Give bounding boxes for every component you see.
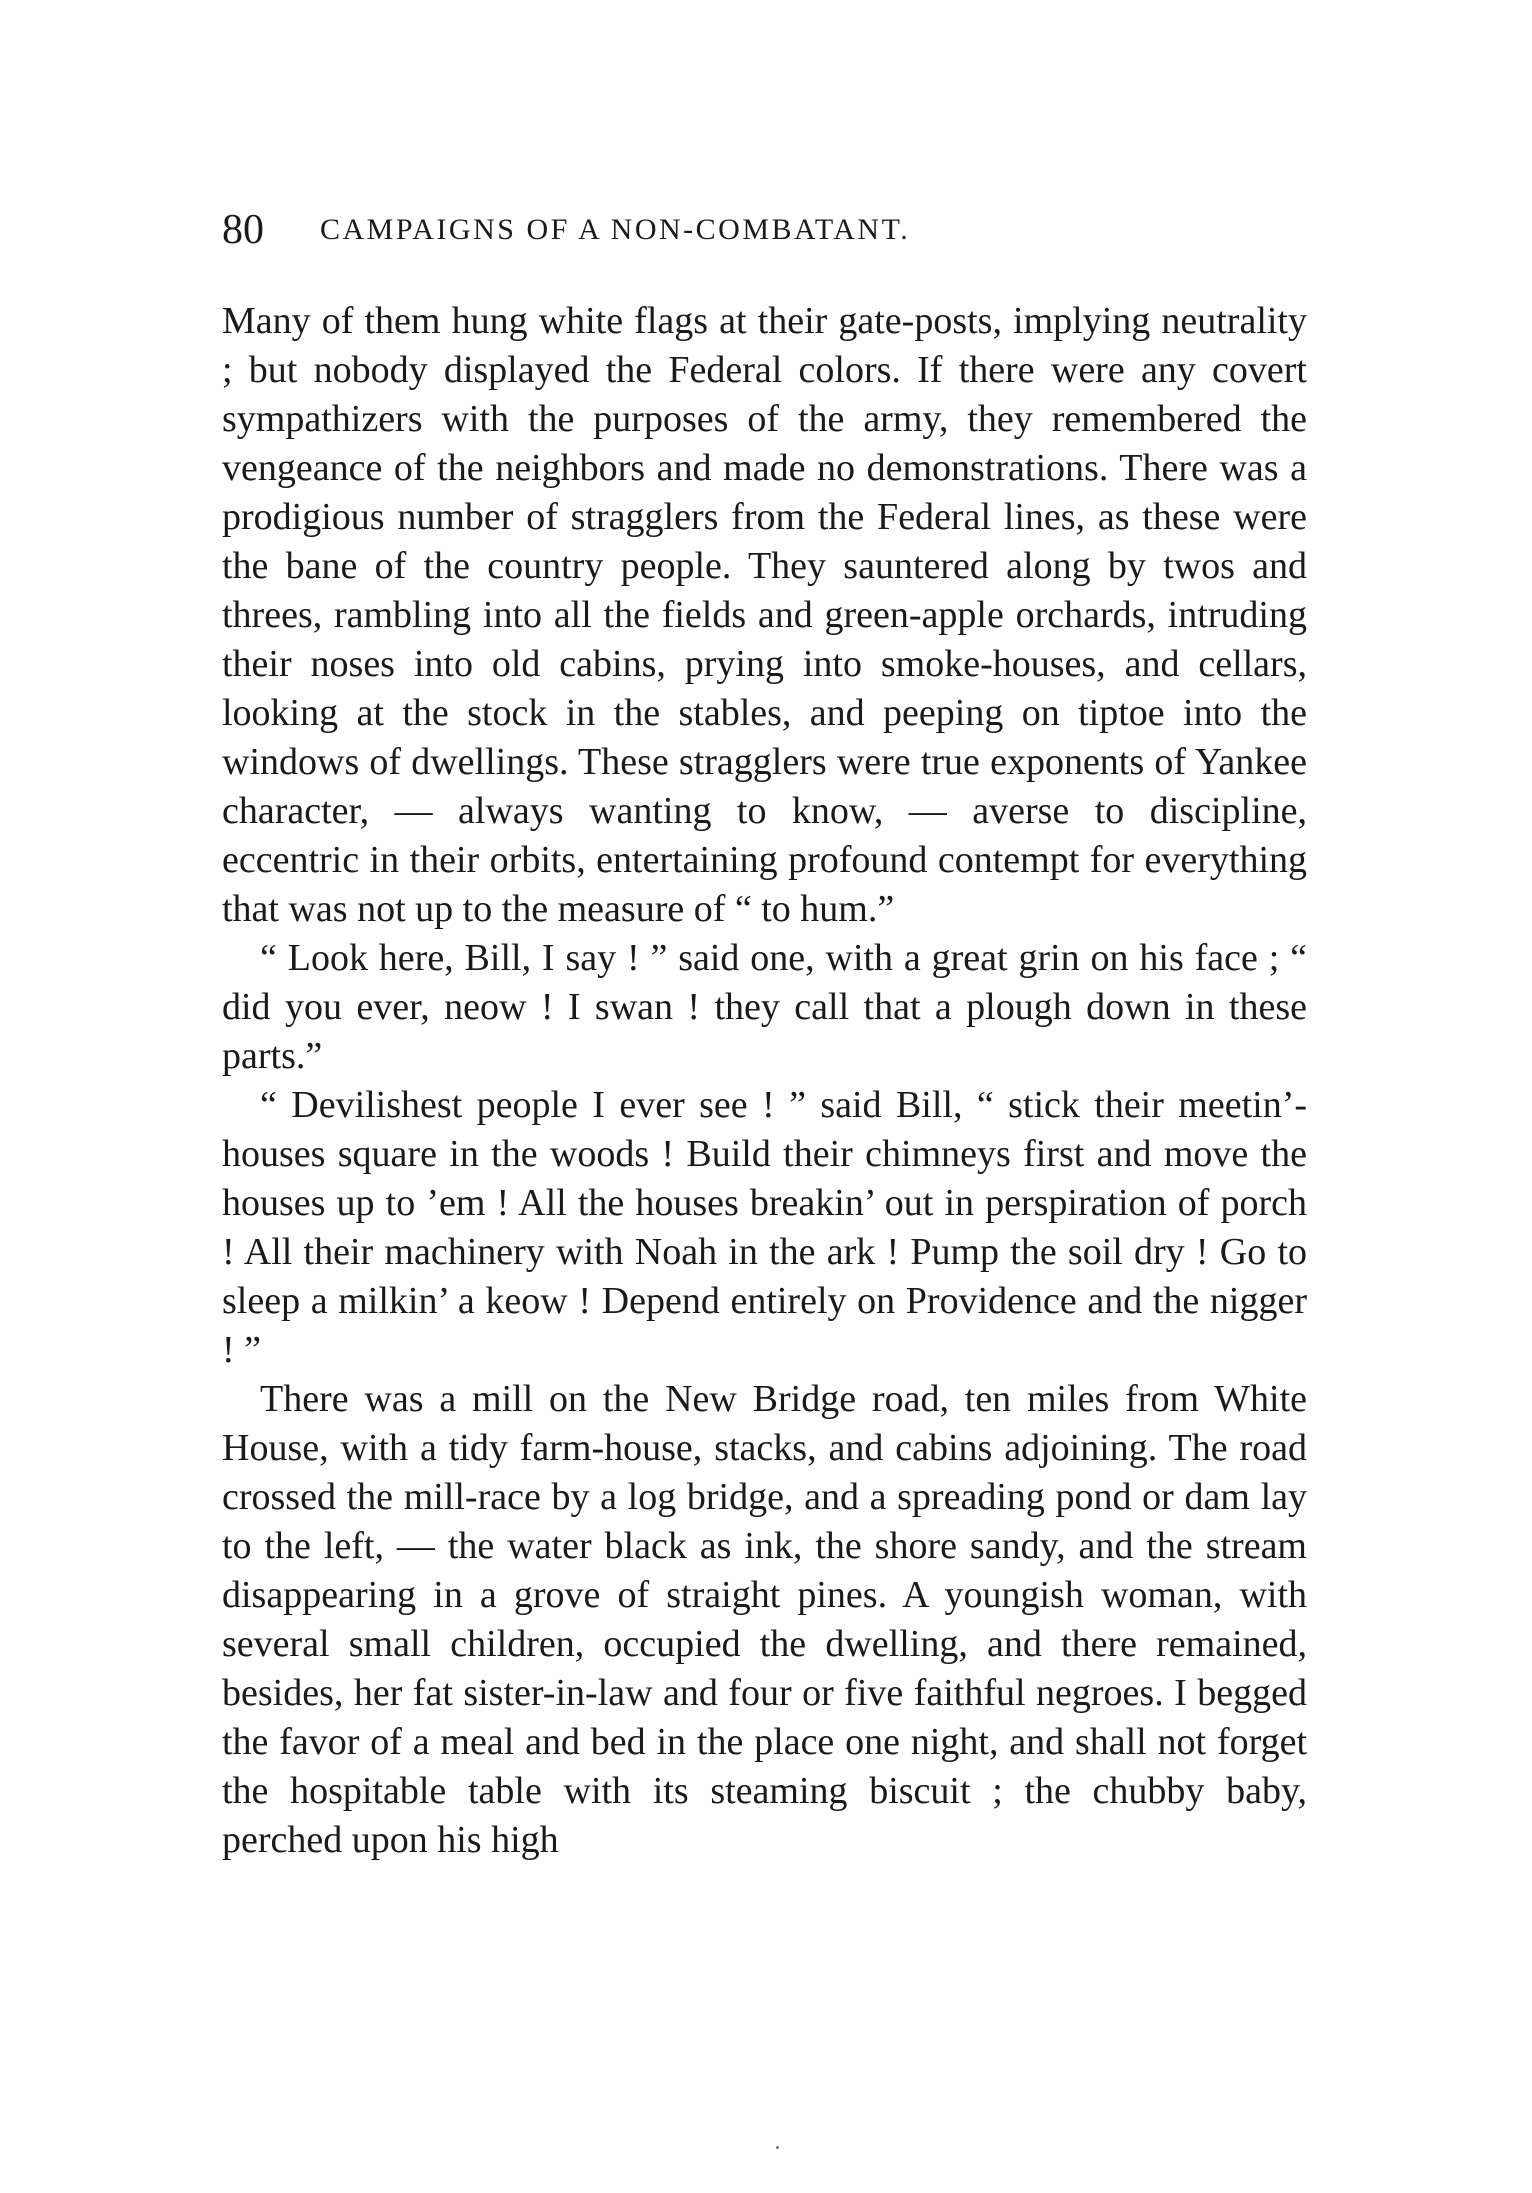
paragraph-bill-quote: “ Devilishest people I ever see ! ” said Bill, “ stick their meetin’-houses square in the woods ! Build their chimneys first and move the houses up to ’em ! All the houses breakin’ out in perspiration of porch ! All their machinery with Noah in the ark ! Pump the soil dry ! Go to sleep a milkin’ a keow ! Depend entirely on Providence and the nigger ! ”: [222, 1084, 1307, 1371]
page-number: 80: [222, 207, 264, 253]
scan-speck: [776, 2146, 779, 2149]
running-head: [222, 200, 1307, 260]
paragraph-stragglers: Many of them hung white flags at their gate-posts, implying neutrality ; but nobody displayed the Federal colors. If there were any covert sympathizers with the purposes of the army, they remembered the vengeance of the neighbors and made no demonstrations. There was a prodigious number of stragglers from the Federal lines, as these were the bane of the country people. They sauntered along by twos and threes, rambling into all the fields and green-apple orchards, intruding their noses into old cabins, prying into smoke-houses, and cellars, looking at the stock in the stables, and peeping on tiptoe into the windows of dwellings. These stragglers were true exponents of Yankee character, — always wanting to know, — averse to discipline, eccentric in their orbits, entertaining profound contempt for everything that was not up to the measure of “ to hum.”: [222, 300, 1307, 930]
running-title: CAMPAIGNS OF A NON-COMBATANT.: [320, 213, 911, 246]
body-text: [222, 297, 1307, 1865]
paragraph-mill: There was a mill on the New Bridge road, ten miles from White House, with a tidy farm-house, stacks, and cabins adjoining. The road crossed the mill-race by a log bridge, and a spreading pond or dam lay to the left, — the water black as ink, the shore sandy, and the stream disappearing in a grove of straight pines. A youngish woman, with several small children, occupied the dwelling, and there remained, besides, her fat sister-in-law and four or five faithful negroes. I begged the favor of a meal and bed in the place one night, and shall not forget the hospitable table with its steaming biscuit ; the chubby baby, perched upon his high: [222, 1378, 1307, 1861]
paragraph-soldier-quote: “ Look here, Bill, I say ! ” said one, with a great grin on his face ; “ did you ever, neow ! I swan ! they call that a plough down in these parts.”: [222, 937, 1307, 1077]
